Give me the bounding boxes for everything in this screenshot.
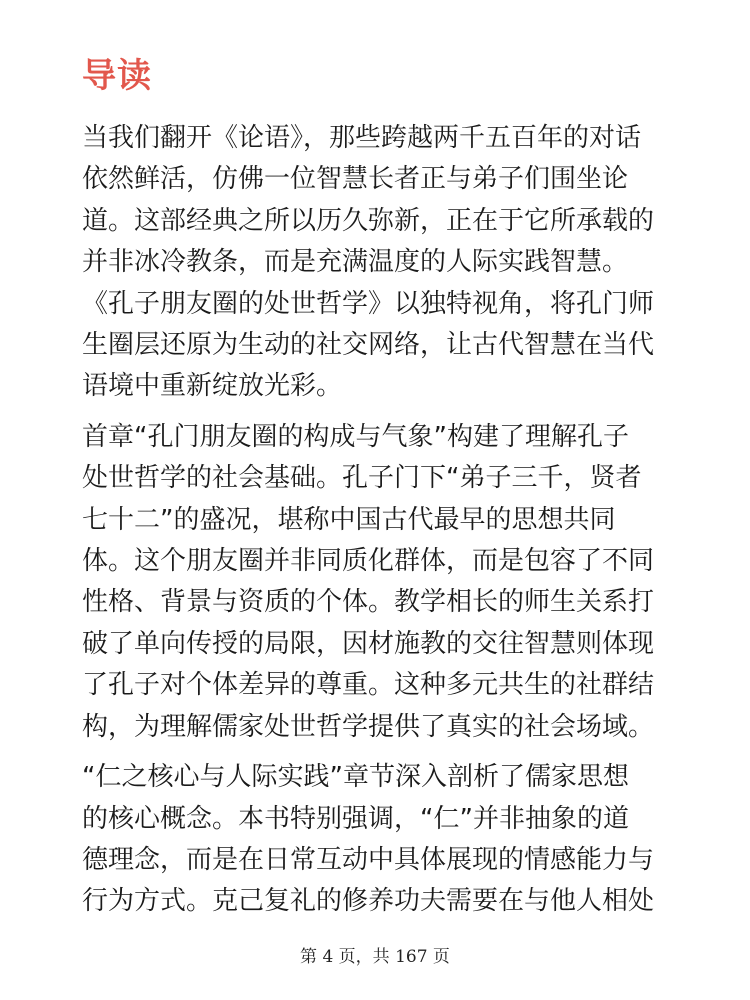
section-heading: 导读 — [82, 56, 152, 96]
paragraph-chapter-one: 首章“孔门朋友圈的构成与气象”构建了理解孔子 处世哲学的社会基础。孔子门下“弟子三千，贤者 七十二”的盛况，堪称中国古代最早的思想共同 体。这个朋友圈并非同质化群体，而是包容了不同 性格、背景与资质的个体。教学相长的师生关系打 破了单向传授的局限，因材施教的交往智慧则体现 了孔子对个体差异的尊重。这种多元共生的社群结 构，为理解儒家处世哲学提供了真实的社会场域。 — [82, 421, 655, 742]
paragraph-intro: 当我们翻开《论语》，那些跨越两千五百年的对话 依然鲜活，仿佛一位智慧长者正与弟子们围坐论 道。这部经典之所以历久弥新，正在于它所承载的 并非冰冷教条，而是充满温度的人际实践智慧。 《孔子朋友圈的处世哲学》以独特视角，将孔门师 生圈层还原为生动的社交网络，让古代智慧在当代 语境中重新绽放光彩。 — [82, 123, 655, 402]
body-text — [82, 118, 678, 932]
page-number-footer: 第 4 页，共 167 页 — [300, 947, 450, 967]
paragraph-chapter-two: “仁之核心与人际实践”章节深入剖析了儒家思想 的核心概念。本书特别强调，“仁”并非抽象的道 德理念，而是在日常互动中具体展现的情感能力与 行为方式。克己复礼的修养功夫需要在与他人相处 — [82, 762, 655, 917]
